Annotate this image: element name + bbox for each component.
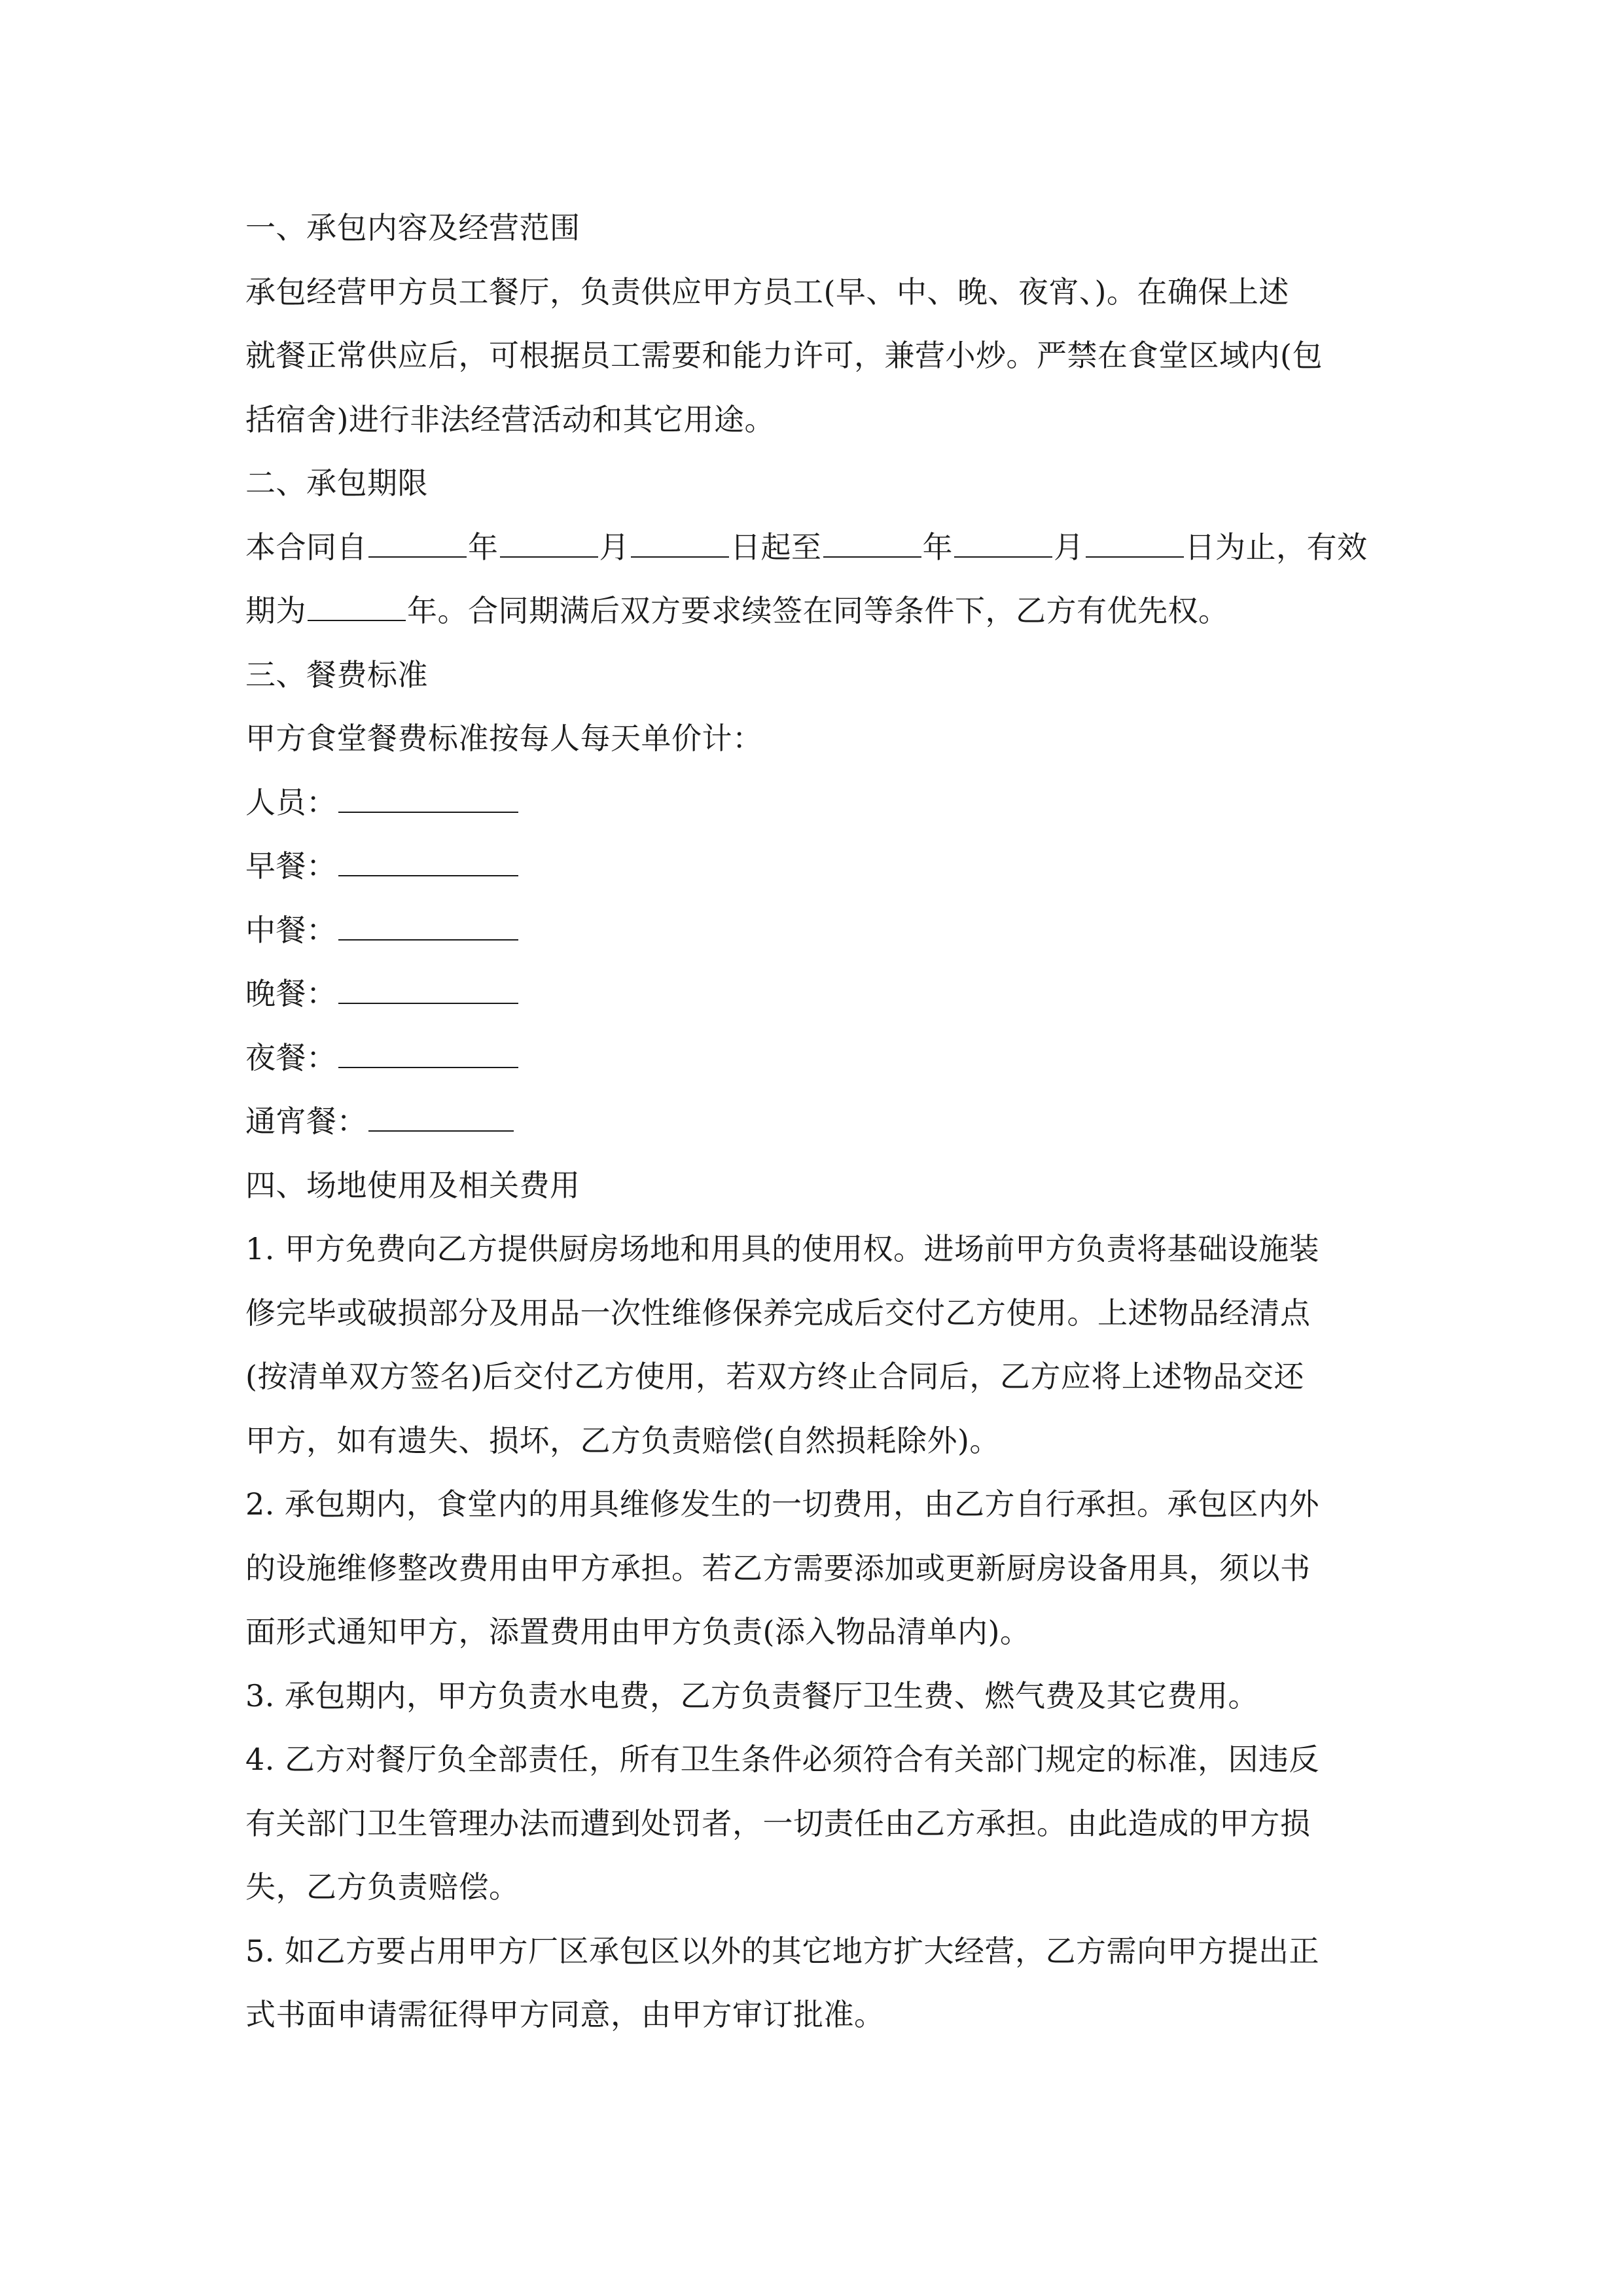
section-1-line-2: 就餐正常供应后，可根据员工需要和能力许可，兼营小炒。严禁在食堂区域内(包 — [245, 338, 1323, 373]
meal-item-night-meal — [245, 1026, 1378, 1090]
meal-item-dinner — [245, 962, 1378, 1026]
section-4-line-2: 修完毕或破损部分及用品一次性维修保养完成后交付乙方使用。上述物品经清点 — [245, 1295, 1311, 1331]
section-4-heading: 四、场地使用及相关费用 — [245, 1167, 580, 1203]
document-page — [245, 196, 1378, 2047]
meal-item-overnight-meal — [245, 1090, 1378, 1154]
staff-price-blank — [338, 785, 518, 813]
section-1-line-1: 承包经营甲方员工餐厅，负责供应甲方员工(早、中、晚、夜宵、)。在确保上述 — [245, 274, 1289, 310]
lunch-price-blank — [338, 913, 518, 941]
term-text: 期为 — [245, 593, 306, 628]
section-4-line-12: 5. 如乙方要占用甲方厂区承包区以外的其它地方扩大经营，乙方需向甲方提出正 — [245, 1933, 1320, 1969]
meal-fee-intro: 甲方食堂餐费标准按每人每天单价计： — [245, 721, 763, 756]
section-4-line-9: 4. 乙方对餐厅负全部责任，所有卫生条件必须符合有关部门规定的标准，因违反 — [245, 1742, 1320, 1777]
section-4-line-8: 3. 承包期内，甲方负责水电费，乙方负责餐厅卫生费、燃气费及其它费用。 — [245, 1677, 1259, 1713]
start-month-blank — [500, 530, 598, 558]
section-4-line-13: 式书面申请需征得甲方同意，由甲方审订批准。 — [245, 1997, 885, 2032]
start-day-blank — [631, 530, 729, 558]
meal-item-label: 早餐： — [245, 848, 337, 884]
term-text: 年。合同期满后双方要求续签在同等条件下，乙方有优先权。 — [407, 593, 1229, 628]
section-4-line-5: 2. 承包期内，食堂内的用具维修发生的一切费用，由乙方自行承担。承包区内外 — [245, 1486, 1320, 1522]
meal-item-breakfast — [245, 834, 1378, 899]
section-4-line-3: (按清单双方签名)后交付乙方使用，若双方终止合同后，乙方应将上述物品交还 — [245, 1359, 1304, 1394]
term-years-blank — [308, 594, 406, 621]
term-text: 年 — [922, 529, 953, 565]
overnight-meal-price-blank — [368, 1104, 514, 1132]
meal-item-label: 夜餐： — [245, 1039, 337, 1075]
section-4-line-10: 有关部门卫生管理办法而遭到处罚者，一切责任由乙方承担。由此造成的甲方损 — [245, 1805, 1311, 1841]
section-4-line-1: 1. 甲方免费向乙方提供厨房场地和用具的使用权。进场前甲方负责将基础设施装 — [245, 1231, 1320, 1266]
dinner-price-blank — [338, 977, 518, 1004]
term-text: 年 — [468, 529, 499, 565]
term-text: 日为止，有效 — [1185, 529, 1368, 565]
breakfast-price-blank — [338, 849, 518, 876]
section-2-heading: 二、承包期限 — [245, 465, 428, 501]
night-meal-price-blank — [338, 1041, 518, 1068]
section-3-heading: 三、餐费标准 — [245, 656, 428, 692]
section-4-line-7: 面形式通知甲方，添置费用由甲方负责(添入物品清单内)。 — [245, 1614, 1031, 1649]
meal-item-staff — [245, 771, 1378, 835]
meal-item-label: 通宵餐： — [245, 1103, 367, 1139]
contract-term-line-2 — [245, 579, 1378, 643]
meal-item-label: 晚餐： — [245, 976, 337, 1011]
term-text: 日起至 — [730, 529, 822, 565]
start-year-blank — [368, 530, 467, 558]
end-year-blank — [823, 530, 921, 558]
meal-item-label: 中餐： — [245, 912, 337, 948]
section-4-line-6: 的设施维修整改费用由甲方承担。若乙方需要添加或更新厨房设备用具，须以书 — [245, 1550, 1311, 1586]
section-1-line-3: 括宿舍)进行非法经营活动和其它用途。 — [245, 401, 775, 437]
section-1-heading: 一、承包内容及经营范围 — [245, 210, 580, 245]
end-month-blank — [954, 530, 1052, 558]
section-4-line-11: 失，乙方负责赔偿。 — [245, 1869, 520, 1905]
end-day-blank — [1086, 530, 1184, 558]
section-4-line-4: 甲方，如有遗失、损坏，乙方负责赔偿(自然损耗除外)。 — [245, 1422, 1000, 1458]
meal-item-lunch — [245, 899, 1378, 963]
term-text: 月 — [599, 529, 630, 565]
term-text: 本合同自 — [245, 529, 367, 565]
meal-item-label: 人员： — [245, 784, 337, 820]
contract-term-line — [245, 516, 1378, 580]
term-text: 月 — [1054, 529, 1084, 565]
